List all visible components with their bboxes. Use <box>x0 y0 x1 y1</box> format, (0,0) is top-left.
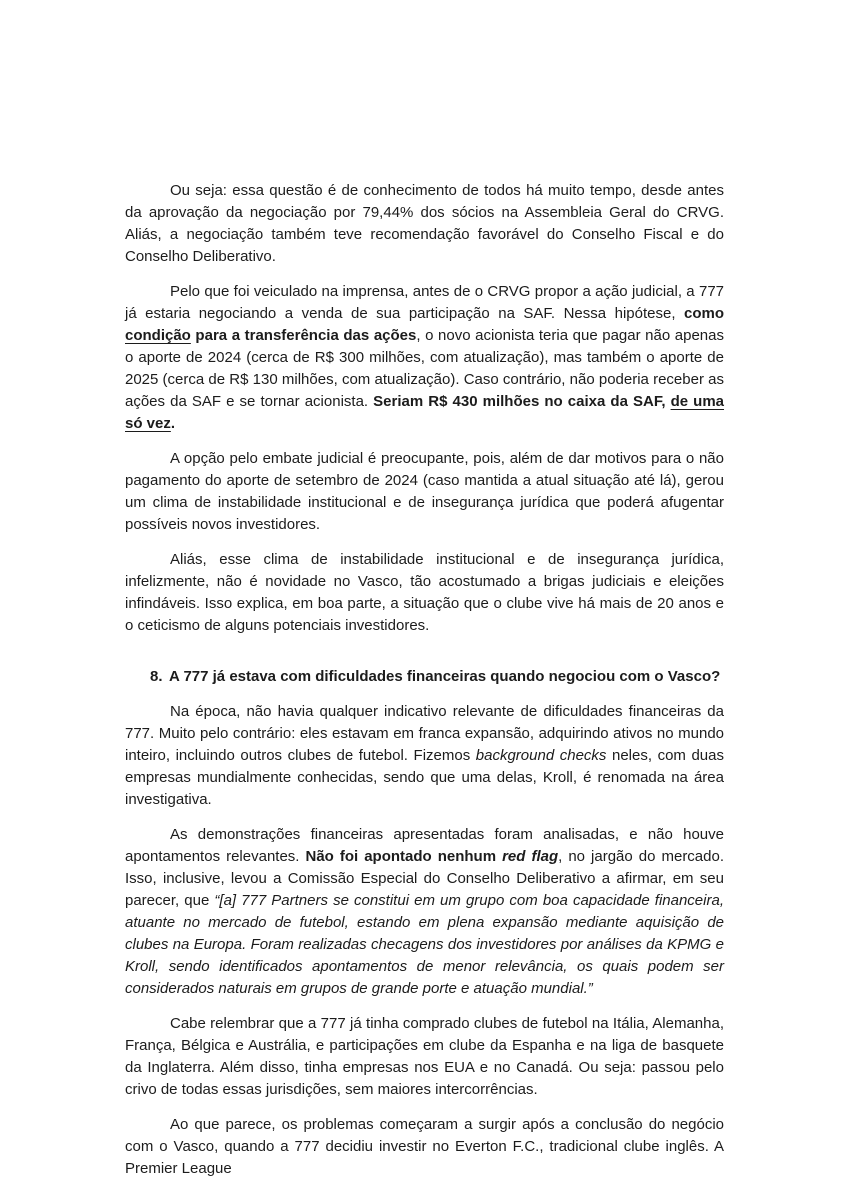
section-heading-number: 8. <box>150 668 163 685</box>
paragraph <box>125 281 724 435</box>
text-run: Cabe relembrar que a 777 já tinha comprado clubes de futebol na Itália, Alemanha, França, Bélgica e Austrália, e participações em clube da Espanha e na liga de basquete da Inglaterra. Além disso, tinha empresas nos EUA e no Canadá. Ou seja: passou pelo crivo de todas essas jurisdições, sem maiores intercorrências. <box>125 1015 724 1098</box>
text-run: Aliás, esse clima de instabilidade institucional e de insegurança jurídica, infelizmente, não é novidade no Vasco, tão acostumado a brigas judiciais e eleições infindáveis. Isso explica, em boa parte, a situação que o clube vive há mais de 20 anos e o ceticismo de alguns potenciais investidores. <box>125 551 724 634</box>
text-run: Ou seja: essa questão é de conhecimento de todos há muito tempo, desde antes da aprovação da negociação por 79,44% dos sócios na Assembleia Geral do CRVG. Aliás, a negociação também teve recomendação favorável do Conselho Fiscal e do Conselho Deliberativo. <box>125 182 724 265</box>
text-run: Na época, não havia qualquer indicativo relevante de dificuldades financeiras da 777. Muito pelo contrário: eles estavam em franca expansão, adquirindo ativos no mundo inteiro, incluindo outros clubes de futebol. Fizemos <box>125 703 724 764</box>
paragraph <box>125 1013 724 1101</box>
text-run: As demonstrações financeiras apresentadas foram analisadas, e não houve apontamentos relevantes. <box>125 826 724 865</box>
text-run: como <box>683 305 724 322</box>
paragraph <box>125 824 724 1000</box>
text-run: A opção pelo embate judicial é preocupante, pois, além de dar motivos para o não pagamento do aporte de setembro de 2024 (caso mantida a atual situação até lá), gerou um clima de instabilidade institucional e de insegurança jurídica que poderá afugentar possíveis novos investidores. <box>125 450 724 533</box>
paragraph <box>125 701 724 811</box>
document-body <box>125 180 724 1193</box>
text-run: background checks <box>475 747 607 764</box>
text-run: Ao que parece, os problemas começaram a surgir após a conclusão do negócio com o Vasco, quando a 777 decidiu investir no Everton F.C., tradicional clube inglês. A Premier League <box>125 1116 724 1177</box>
text-run: red flag <box>502 848 559 865</box>
text-run: Não foi apontado nenhum <box>305 848 503 865</box>
text-run: Seriam R$ 430 milhões no caixa da SAF, <box>373 393 671 410</box>
paragraph <box>125 448 724 536</box>
text-run: de uma só vez <box>125 393 725 432</box>
text-run: “[a] 777 Partners se constitui em um grupo com boa capacidade financeira, atuante no mercado de futebol, estando em plena expansão mediante aquisição de clubes na Europa. Foram realizadas checagens dos investidores por análises da KPMG e Kroll, sendo identificados apontamentos de menor relevância, os quais podem ser considerados naturais em grupos de grande porte e atuação mundial.” <box>125 892 724 997</box>
section-heading-text <box>169 666 724 688</box>
paragraph <box>125 180 724 268</box>
paragraph <box>125 1114 724 1180</box>
text-run: . <box>170 415 176 432</box>
text-run: condição <box>125 327 191 344</box>
text-run: Pelo que foi veiculado na imprensa, antes de o CRVG propor a ação judicial, a 777 já estaria negociando a venda de sua participação na SAF. Nessa hipótese, <box>125 283 724 322</box>
text-run: , no jargão do mercado. Isso, inclusive, levou a Comissão Especial do Conselho Deliberativo a afirmar, em seu parecer, que <box>125 848 725 909</box>
paragraph <box>125 549 724 637</box>
text-run: , o novo acionista teria que pagar não apenas o aporte de 2024 (cerca de R$ 300 milhões, com atualização), mas também o aporte de 2025 (cerca de R$ 130 milhões, com atualização). Caso contrário, não poderia receber as ações da SAF e se tornar acionista. <box>125 327 724 410</box>
text-run: neles, com duas empresas mundialmente conhecidas, sendo que uma delas, Kroll, é renomada na área investigativa. <box>125 747 724 808</box>
text-run: para a transferência das ações <box>190 327 417 344</box>
text-run: A 777 já estava com dificuldades financeiras quando negociou com o Vasco? <box>169 668 721 685</box>
section-heading <box>125 666 724 688</box>
